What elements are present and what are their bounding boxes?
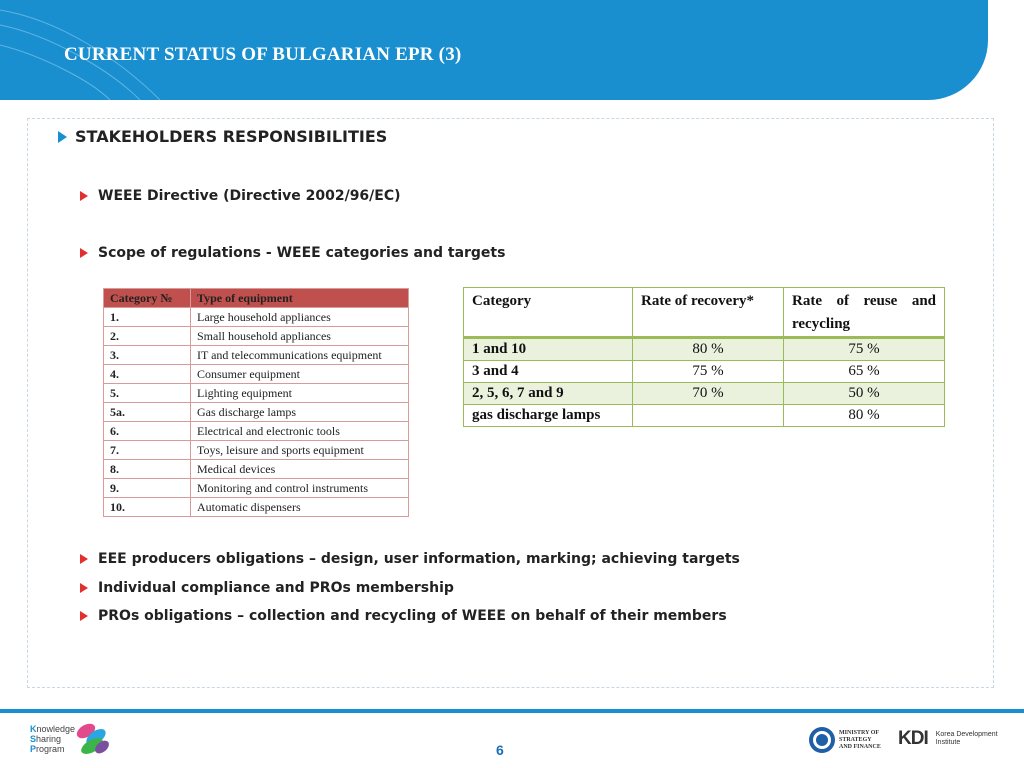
bullet-producers bbox=[80, 551, 740, 567]
table-row bbox=[104, 346, 409, 365]
column-header: Rate of recovery* bbox=[633, 288, 784, 338]
kdi-logo bbox=[898, 728, 998, 750]
cell: 7. bbox=[104, 441, 191, 460]
table-row bbox=[464, 383, 945, 405]
cell: Monitoring and control instruments bbox=[191, 479, 409, 498]
cell: 10. bbox=[104, 498, 191, 517]
table-row bbox=[464, 338, 945, 361]
cell: 65 % bbox=[784, 361, 945, 383]
cell: Toys, leisure and sports equipment bbox=[191, 441, 409, 460]
ministry-emblem-icon bbox=[808, 726, 836, 754]
table-row bbox=[104, 441, 409, 460]
bullet-text: PROs obligations – collection and recycling of WEEE on behalf of their members bbox=[98, 608, 727, 624]
bullet-text: WEEE Directive (Directive 2002/96/EC) bbox=[98, 188, 401, 204]
kdi-line: Korea Development bbox=[935, 731, 998, 738]
cell: 3. bbox=[104, 346, 191, 365]
cell: 1. bbox=[104, 308, 191, 327]
ksp-line: nowledge bbox=[36, 724, 76, 734]
ministry-logo bbox=[808, 726, 881, 754]
cell: 75 % bbox=[784, 338, 945, 361]
bullet-text: Individual compliance and PROs membership bbox=[98, 580, 454, 596]
cell: 2, 5, 6, 7 and 9 bbox=[464, 383, 633, 405]
column-header: Rate of reuse and recycling bbox=[784, 288, 945, 338]
bullet-pros bbox=[80, 608, 727, 624]
cell: 70 % bbox=[633, 383, 784, 405]
column-header: Type of equipment bbox=[191, 289, 409, 308]
cell: 9. bbox=[104, 479, 191, 498]
cell: Electrical and electronic tools bbox=[191, 422, 409, 441]
ksp-wordmark bbox=[30, 724, 75, 754]
kdi-mark: KDI bbox=[898, 728, 928, 749]
table-row bbox=[464, 361, 945, 383]
ksp-line: rogram bbox=[36, 744, 65, 754]
section-heading bbox=[58, 127, 387, 146]
cell: 3 and 4 bbox=[464, 361, 633, 383]
cell: Medical devices bbox=[191, 460, 409, 479]
table-row bbox=[464, 405, 945, 427]
table-row bbox=[104, 403, 409, 422]
table-row bbox=[104, 384, 409, 403]
bullet-compliance bbox=[80, 580, 454, 596]
cell: 5a. bbox=[104, 403, 191, 422]
bullet-text: EEE producers obligations – design, user information, marking; achieving targets bbox=[98, 551, 740, 567]
cell: 80 % bbox=[633, 338, 784, 361]
cell: 50 % bbox=[784, 383, 945, 405]
page-number: 6 bbox=[496, 742, 504, 758]
table-row bbox=[104, 460, 409, 479]
table-row bbox=[104, 479, 409, 498]
cell: 4. bbox=[104, 365, 191, 384]
cell: 6. bbox=[104, 422, 191, 441]
red-triangle-icon bbox=[80, 191, 88, 201]
table-header-row bbox=[464, 288, 945, 338]
cell: 75 % bbox=[633, 361, 784, 383]
cell: Lighting equipment bbox=[191, 384, 409, 403]
ksp-logo-icon bbox=[72, 719, 112, 757]
targets-table bbox=[463, 287, 945, 427]
column-header: Category № bbox=[104, 289, 191, 308]
ministry-line: STRATEGY bbox=[839, 736, 872, 743]
red-triangle-icon bbox=[80, 554, 88, 564]
cell: 5. bbox=[104, 384, 191, 403]
cell: 2. bbox=[104, 327, 191, 346]
cell: IT and telecommunications equipment bbox=[191, 346, 409, 365]
cell: 8. bbox=[104, 460, 191, 479]
cell: Automatic dispensers bbox=[191, 498, 409, 517]
red-triangle-icon bbox=[80, 583, 88, 593]
ksp-line: haring bbox=[36, 734, 62, 744]
bullet-text: Scope of regulations - WEEE categories and targets bbox=[98, 245, 506, 261]
table-row bbox=[104, 327, 409, 346]
cell: gas discharge lamps bbox=[464, 405, 633, 427]
bullet-weee-directive bbox=[80, 188, 401, 204]
ksp-initial: P bbox=[30, 744, 37, 754]
cell bbox=[633, 405, 784, 427]
footer-divider bbox=[0, 709, 1024, 713]
ksp-initial: K bbox=[30, 724, 37, 734]
table-row bbox=[104, 498, 409, 517]
red-triangle-icon bbox=[80, 248, 88, 258]
ksp-initial: S bbox=[30, 734, 37, 744]
ministry-line: MINISTRY OF bbox=[839, 729, 880, 736]
blue-triangle-icon bbox=[58, 131, 67, 143]
table-header-row bbox=[104, 289, 409, 308]
cell: 1 and 10 bbox=[464, 338, 633, 361]
cell: Large household appliances bbox=[191, 308, 409, 327]
cell: Gas discharge lamps bbox=[191, 403, 409, 422]
table-row bbox=[104, 422, 409, 441]
cell: 80 % bbox=[784, 405, 945, 427]
section-heading-text: STAKEHOLDERS RESPONSIBILITIES bbox=[75, 127, 388, 146]
cell: Small household appliances bbox=[191, 327, 409, 346]
column-header: Category bbox=[464, 288, 633, 338]
table-row bbox=[104, 308, 409, 327]
slide-title: CURRENT STATUS OF BULGARIAN EPR (3) bbox=[64, 44, 462, 65]
cell: Consumer equipment bbox=[191, 365, 409, 384]
bullet-scope bbox=[80, 245, 505, 261]
header-banner bbox=[0, 0, 988, 100]
ministry-line: AND FINANCE bbox=[839, 743, 881, 750]
red-triangle-icon bbox=[80, 611, 88, 621]
table-row bbox=[104, 365, 409, 384]
category-table bbox=[103, 288, 409, 517]
kdi-line: Institute bbox=[935, 739, 961, 746]
